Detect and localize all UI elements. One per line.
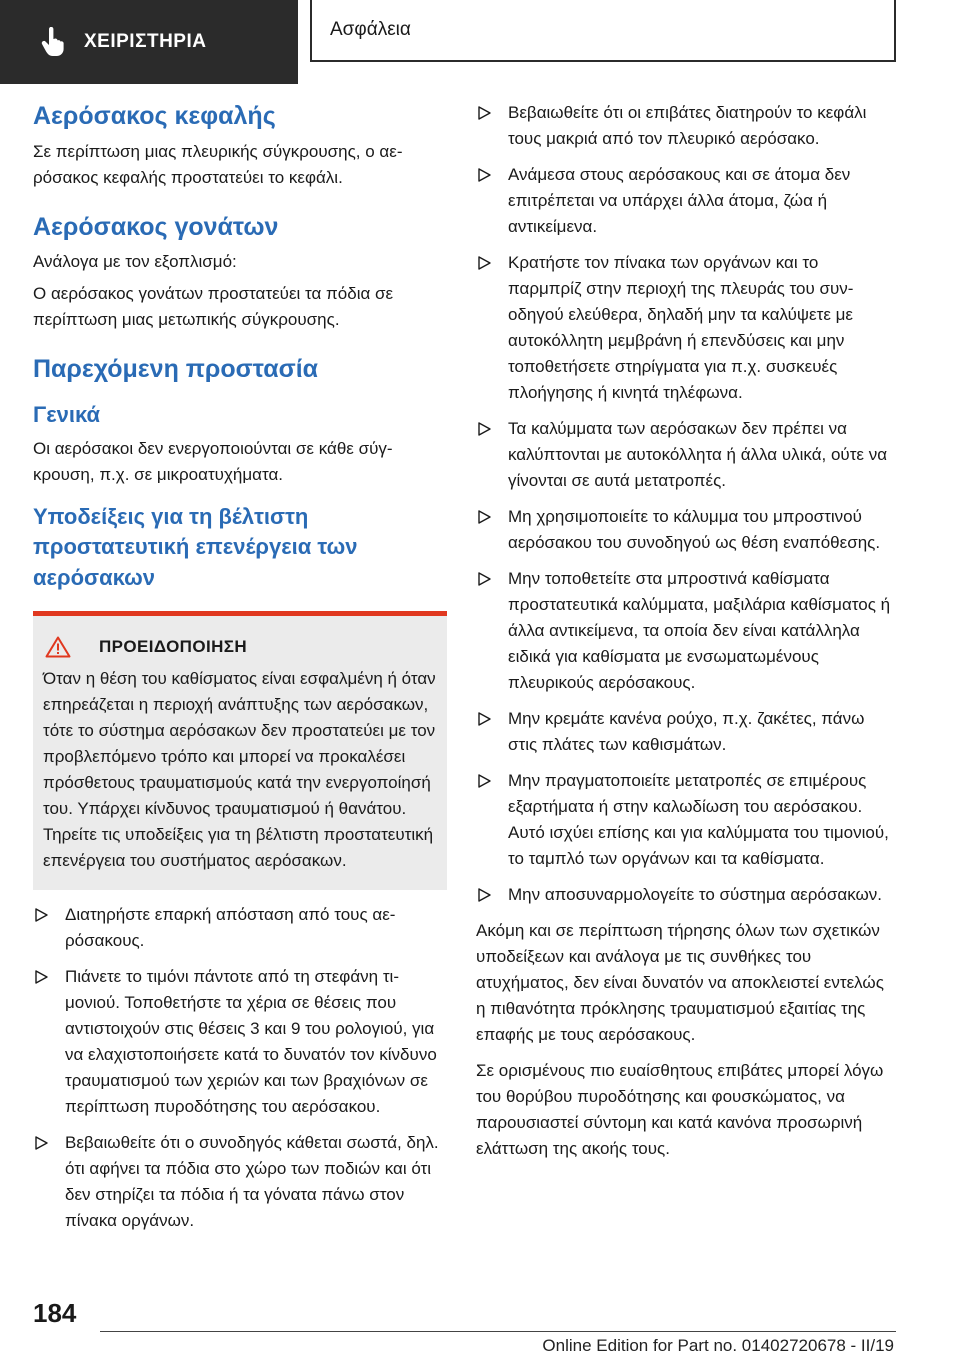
bullet-triangle-icon: [35, 970, 48, 984]
hand-pointer-icon: [40, 27, 66, 57]
right-column: [476, 100, 896, 1176]
paragraph-accident: Ακόμη και σε περίπτωση τήρησης όλων των σχετικών υποδείξεων και ανάλογα με τις συνθήκες του ατυχήματος, δεν είναι δυνατόν να αποκλειστεί εντελώς η πιθανότητα πρόκλησης τραυματισμού εξαιτίας της επαφής με τους αερόσακους.: [476, 921, 884, 1044]
paragraph-head-airbag: Σε περίπτωση μιας πλευρικής σύγκρουσης, ο αερόσακος κεφαλής προστατεύει το κεφάλι.: [33, 141, 403, 187]
page-header: [0, 0, 960, 86]
list-item-text: Μην κρεμάτε κανένα ρούχο, π.χ. ζακέτες, πάνω στις πλάτες των καθισμάτων.: [508, 709, 865, 754]
bullet-triangle-icon: [35, 908, 48, 922]
heading-head-airbag: Αερόσακος κεφαλής: [33, 102, 276, 130]
warning-box: [33, 611, 447, 890]
right-bullet-list: [476, 100, 896, 908]
list-item: [33, 902, 447, 954]
list-item: [33, 964, 447, 1120]
heading-general: Γενικά: [33, 401, 101, 427]
list-item: [476, 768, 896, 872]
manual-section-tab[interactable]: [0, 0, 298, 84]
list-item-text: Τα καλύμματα των αερόσακων δεν πρέπει να καλύπτονται με αυτοκόλλητα ή άλλα υλικά, ούτε να γίνονται σε αυτά μετατροπές.: [508, 419, 888, 490]
list-item-text: Ανάμεσα στους αερόσακους και σε άτομα δεν επιτρέπεται να υπάρχει άλλα άτομα, ζώα ή αντικείμενα.: [508, 165, 851, 236]
list-item-text: Μη χρησιμοποιείτε το κάλυμμα του μπροστινού αερόσακου του συνοδηγού ως θέση εναπόθεσης.: [508, 507, 881, 552]
bullet-triangle-icon: [478, 712, 491, 726]
warning-title: ΠΡΟΕΙΔΟΠΟΙΗΣΗ: [99, 636, 248, 656]
list-item-text: Βεβαιωθείτε ότι οι επιβάτες διατηρούν το κεφάλι τους μακριά από τον πλευρικό αερόσακο.: [508, 103, 867, 148]
heading-protection: Παρεχόμενη προστασία: [33, 355, 319, 383]
bullet-triangle-icon: [478, 422, 491, 436]
chapter-tab-label: Ασφάλεια: [330, 19, 411, 40]
list-item-text: Πιάνετε το τιμόνι πάντοτε από τη στεφάνη τιμονιού. Τοποθετήστε τα χέρια σε θέσεις που αντιστοιχούν στις θέσεις 3 και 9 του ρολογιού, για να ελαχιστοποιήσετε κατά το δυνατόν τον κίνδυνο τραυματισμού των χεριών και των βραχιόνων σε περίπτωση πυροδότησης του αερόσακου.: [65, 966, 437, 1116]
bullet-triangle-icon: [478, 774, 491, 788]
bullet-triangle-icon: [35, 1136, 48, 1150]
manual-tab-label: ΧΕΙΡΙΣΤΗΡΙΑ: [84, 31, 207, 52]
list-item: [476, 706, 896, 758]
warning-text: Όταν η θέση του καθίσματος είναι εσφαλμένη ή όταν επηρεάζεται η περιοχή ανάπτυξης των αερόσακων, τότε το σύστημα αερόσακων δεν προστατεύει με τον προβλεπόμενο τρόπο και μπορεί να προκαλέσει πρόσθετους τραυματισμούς κατά την ενεργοποίησή του. Υπάρχει κίνδυνος τραυματισμού ή θανάτου. Τηρείτε τις υποδείξεις για τη βέλτιστη προστατευτική επενέργεια του συστήματος αερόσακων.: [43, 668, 436, 870]
left-column: [33, 100, 447, 1244]
heading-knee-airbag: Αερόσακος γονάτων: [33, 212, 279, 241]
list-item: [476, 504, 896, 556]
bullet-triangle-icon: [478, 106, 491, 120]
footer-divider: [100, 1331, 896, 1332]
paragraph-knee-airbag: Ο αερόσακος γονάτων προστατεύει τα πόδια σε περίπτωση μιας μετωπικής σύγκρουσης.: [33, 284, 394, 329]
list-item-text: Κρατήστε τον πίνακα των οργάνων και το παρμπρίζ στην περιοχή της πλευράς του συνοδηγού ελεύθερα, δηλαδή μην τα καλύψετε με αυτοκόλλητη μεμβράνη ή επενδύσεις και μην τοποθετήσετε στηρίγματα για π.χ. συσκευές πλοήγησης ή κινητά τηλέφωνα.: [508, 253, 854, 402]
bullet-triangle-icon: [478, 168, 491, 182]
bullet-triangle-icon: [478, 572, 491, 586]
list-item: [476, 566, 896, 696]
list-item: [476, 416, 896, 494]
paragraph-general: Οι αερόσακοι δεν ενεργοποιούνται σε κάθε σύγκρουση, π.χ. σε μικροατυχήματα.: [33, 438, 393, 484]
list-item: [476, 250, 896, 406]
paragraph-hearing: Σε ορισμένους πιο ευαίσθητους επιβάτες μπορεί λόγω του θορύβου πυροδότησης και φουσκώματος, να παρουσιαστεί σύντομη και κατά κανόνα προσωρινή ελάττωση της ακοής τους.: [476, 1061, 884, 1158]
list-item-text: Διατηρήστε επαρκή απόσταση από τους αερόσακους.: [65, 904, 396, 950]
paragraph-knee-equipment: Ανάλογα με τον εξοπλισμό:: [33, 252, 237, 271]
list-item: [476, 882, 896, 908]
heading-tips: Υποδείξεις για τη βέλτιστη προστατευτική επενέργεια των αερόσακων: [33, 503, 358, 590]
page-number: 184: [33, 1298, 77, 1328]
edition-text: Online Edition for Part no. 01402720678 - II/19: [542, 1336, 894, 1355]
bullet-triangle-icon: [478, 510, 491, 524]
list-item-text: Μην αποσυναρμολογείτε το σύστημα αερόσακων.: [508, 885, 882, 904]
left-bullet-list: [33, 902, 447, 1234]
bullet-triangle-icon: [478, 256, 491, 270]
list-item-text: Μην τοποθετείτε στα μπροστινά καθίσματα προστατευτικά καλύμματα, μαξιλάρια καθίσματος ή άλλα αντικείμενα, τα οποία δεν είναι κατάλληλα ειδικά για καθίσματα με ενσωματωμένους πλευρικούς αερόσακους.: [508, 569, 891, 692]
chapter-tab[interactable]: [310, 0, 896, 62]
list-item: [33, 1130, 447, 1234]
list-item-text: Βεβαιωθείτε ότι ο συνοδηγός κάθεται σωστά, δηλ. ότι αφήνει τα πόδια στο χώρο των ποδιών και ότι δεν στηρίζει τα πόδια ή τα γόνατα πάνω στον πίνακα οργάνων.: [65, 1132, 439, 1230]
list-item: [476, 100, 896, 152]
list-item-text: Μην πραγματοποιείτε μετατροπές σε επιμέρους εξαρτήματα ή στην καλωδίωση του αερόσακου. Αυτό ισχύει επίσης και για καλύμματα του τιμονιού, το ταμπλό των οργάνων και τα καθίσματα.: [508, 771, 889, 868]
warning-header: [33, 636, 447, 658]
warning-triangle-icon: [45, 636, 71, 658]
list-item: [476, 162, 896, 240]
bullet-triangle-icon: [478, 888, 491, 902]
